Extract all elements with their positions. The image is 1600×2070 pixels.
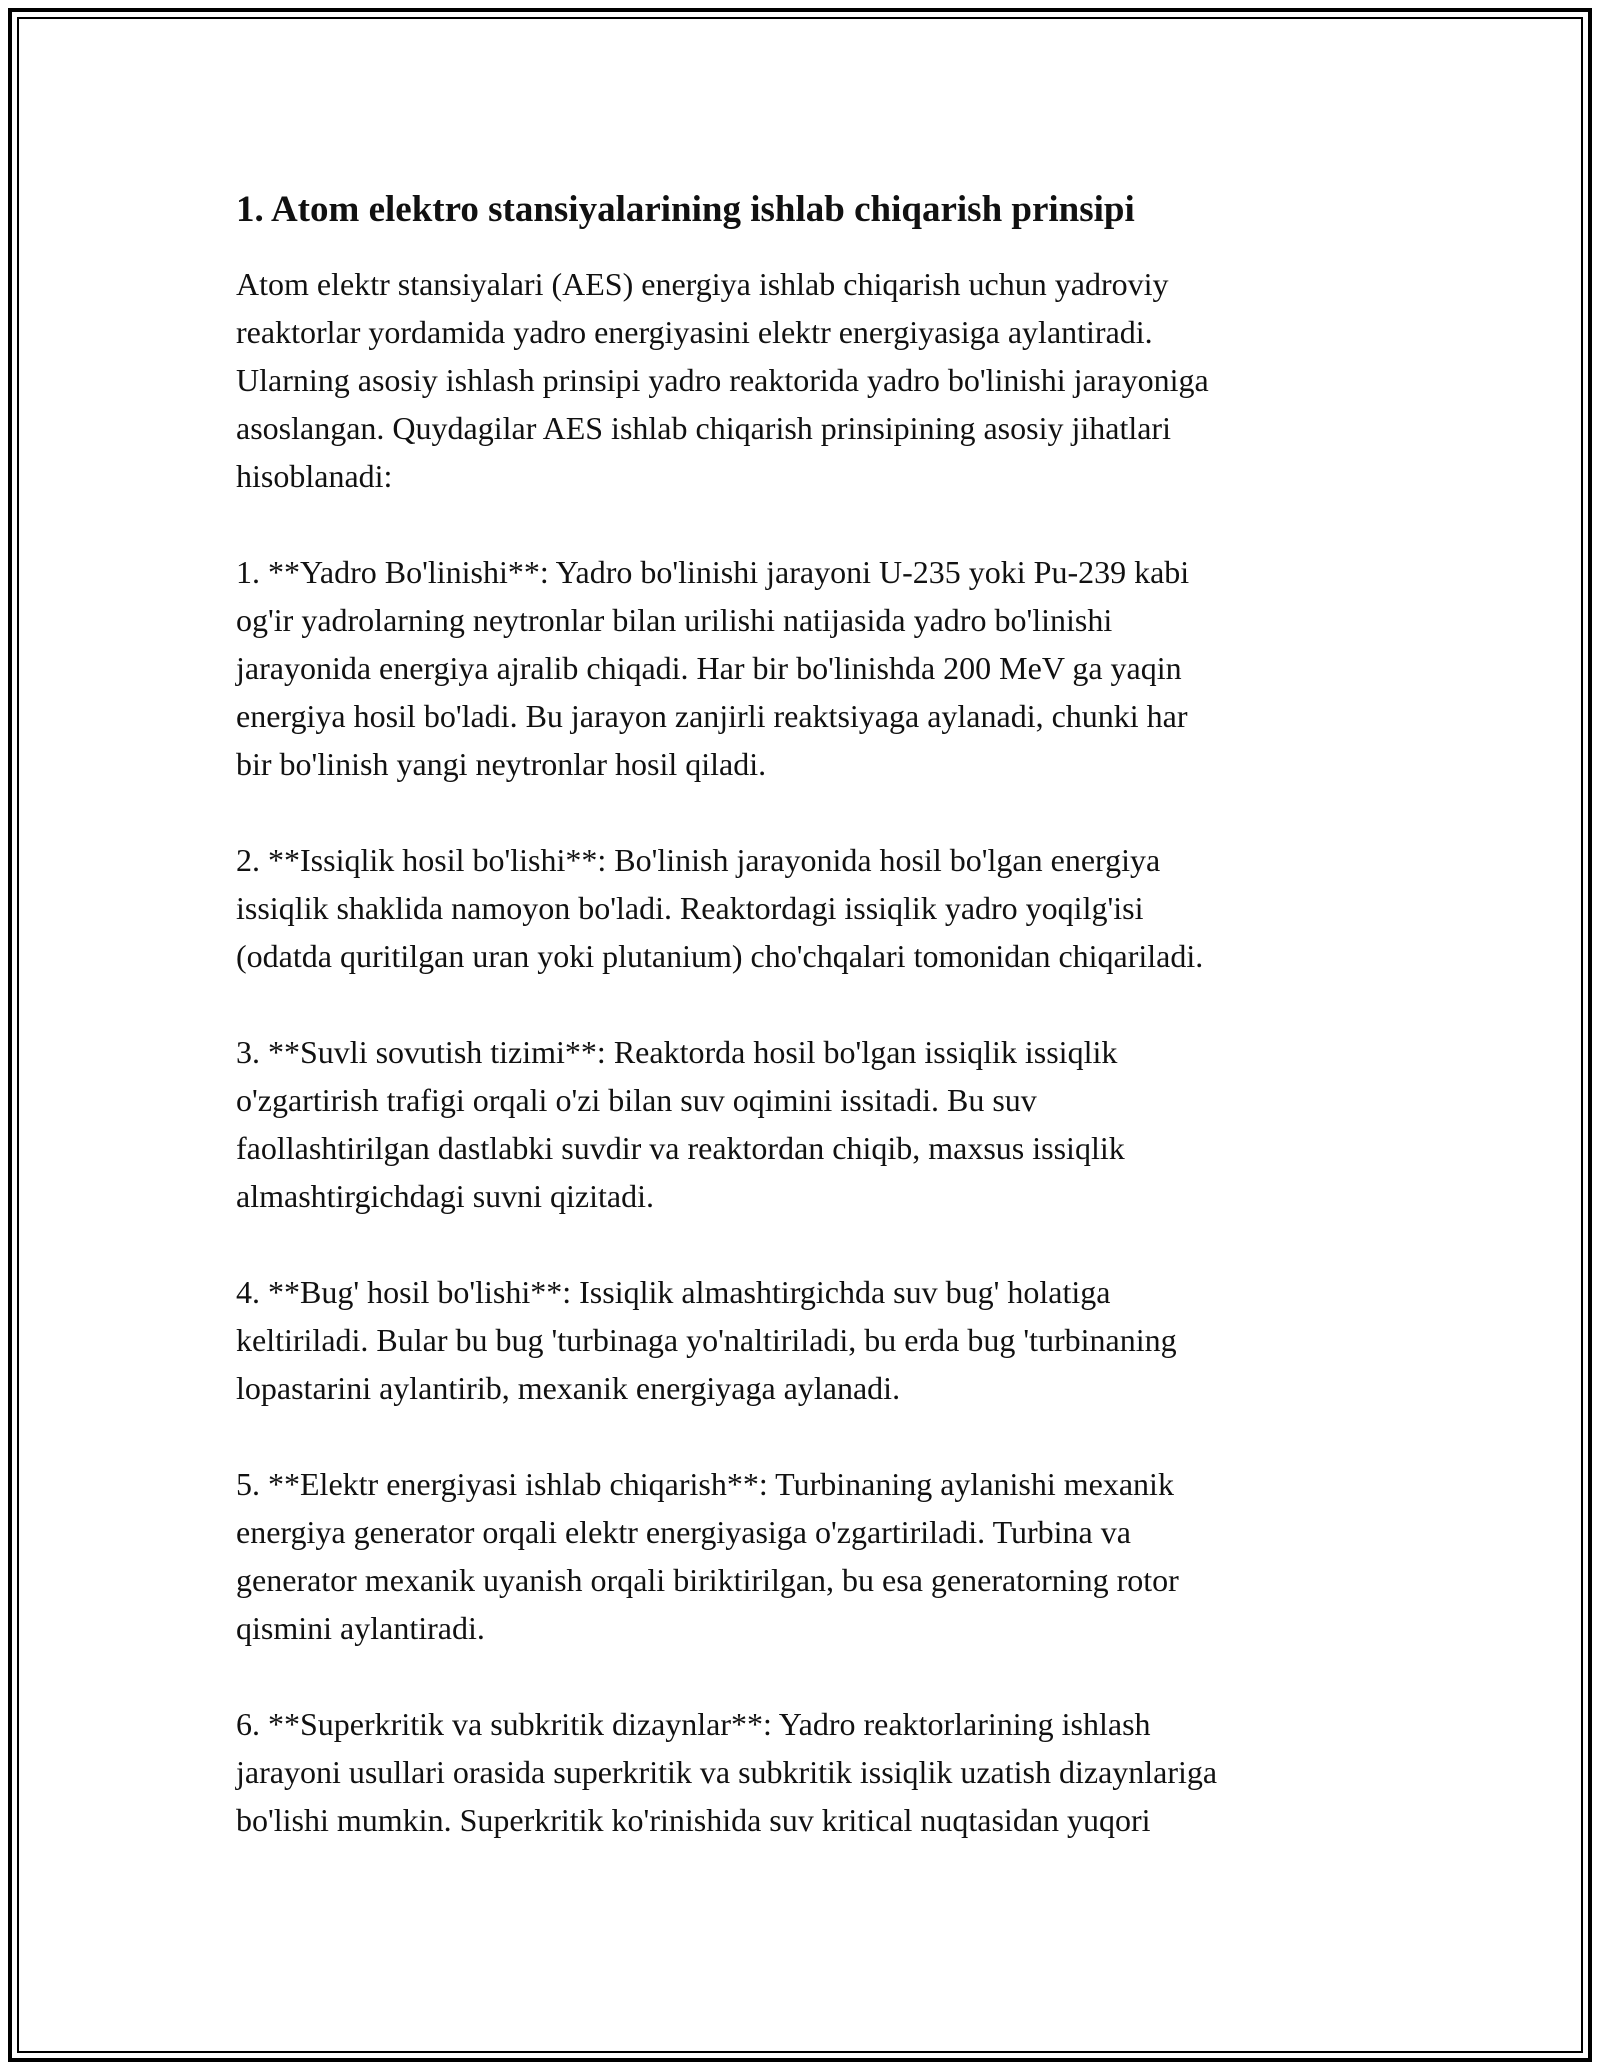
list-item-1-paragraph: 1. **Yadro Bo'linishi**: Yadro bo'linishi jarayoni U-235 yoki Pu-239 kabi og'ir yadrolarning neytronlar bilan urilishi natijasida yadro bo'linishi jarayonida energiya ajralib chiqadi. Har bir bo'linishda 200 MeV ga yaqin energiya hosil bo'ladi. Bu jarayon zanjirli reaktsiyaga aylanadi, chunki har bir bo'linish yangi neytronlar hosil qiladi. xyxy=(236,554,1190,782)
list-item-6-paragraph: 6. **Superkritik va subkritik dizaynlar**: Yadro reaktorlarining ishlash jarayoni usullari orasida superkritik va subkritik issiqlik uzatish dizaynlariga bo'lishi mumkin. Superkritik ko'rinishida suv kritical nuqtasidan yuqori xyxy=(236,1706,1218,1838)
intro-paragraph: Atom elektr stansiyalari (AES) energiya ishlab chiqarish uchun yadroviy reaktorlar yordamida yadro energiyasini elektr energiyasiga aylantiradi. Ularning asosiy ishlash prinsipi yadro reaktorida yadro bo'linishi jarayoniga asoslangan. Quydagilar AES ishlab chiqarish prinsipining asosiy jihatlari hisoblanadi: xyxy=(236,266,1209,494)
document-title: 1. Atom elektro stansiyalarining ishlab chiqarish prinsipi xyxy=(236,189,1135,230)
document-body xyxy=(236,186,1376,1844)
list-item-2-paragraph: 2. **Issiqlik hosil bo'lishi**: Bo'linish jarayonida hosil bo'lgan energiya issiqlik shaklida namoyon bo'ladi. Reaktordagi issiqlik yadro yoqilg'isi (odatda quritilgan uran yoki plutanium) cho'chqalari tomonidan chiqariladi. xyxy=(236,842,1204,974)
list-item-3-paragraph: 3. **Suvli sovutish tizimi**: Reaktorda hosil bo'lgan issiqlik issiqlik o'zgartirish trafigi orqali o'zi bilan suv oqimini issitadi. Bu suv faollashtirilgan dastlabki suvdir va reaktordan chiqib, maxsus issiqlik almashtirgichdagi suvni qizitadi. xyxy=(236,1034,1125,1214)
list-item-4-paragraph: 4. **Bug' hosil bo'lishi**: Issiqlik almashtirgichda suv bug' holatiga keltiriladi. Bular bu bug 'turbinaga yo'naltiriladi, bu erda bug 'turbinaning lopastarini aylantirib, mexanik energiyaga aylanadi. xyxy=(236,1274,1177,1406)
list-item-5-paragraph: 5. **Elektr energiyasi ishlab chiqarish**: Turbinaning aylanishi mexanik energiya generator orqali elektr energiyasiga o'zgartiriladi. Turbina va generator mexanik uyanish orqali biriktirilgan, bu esa generatorning rotor qismini aylantiradi. xyxy=(236,1466,1179,1646)
